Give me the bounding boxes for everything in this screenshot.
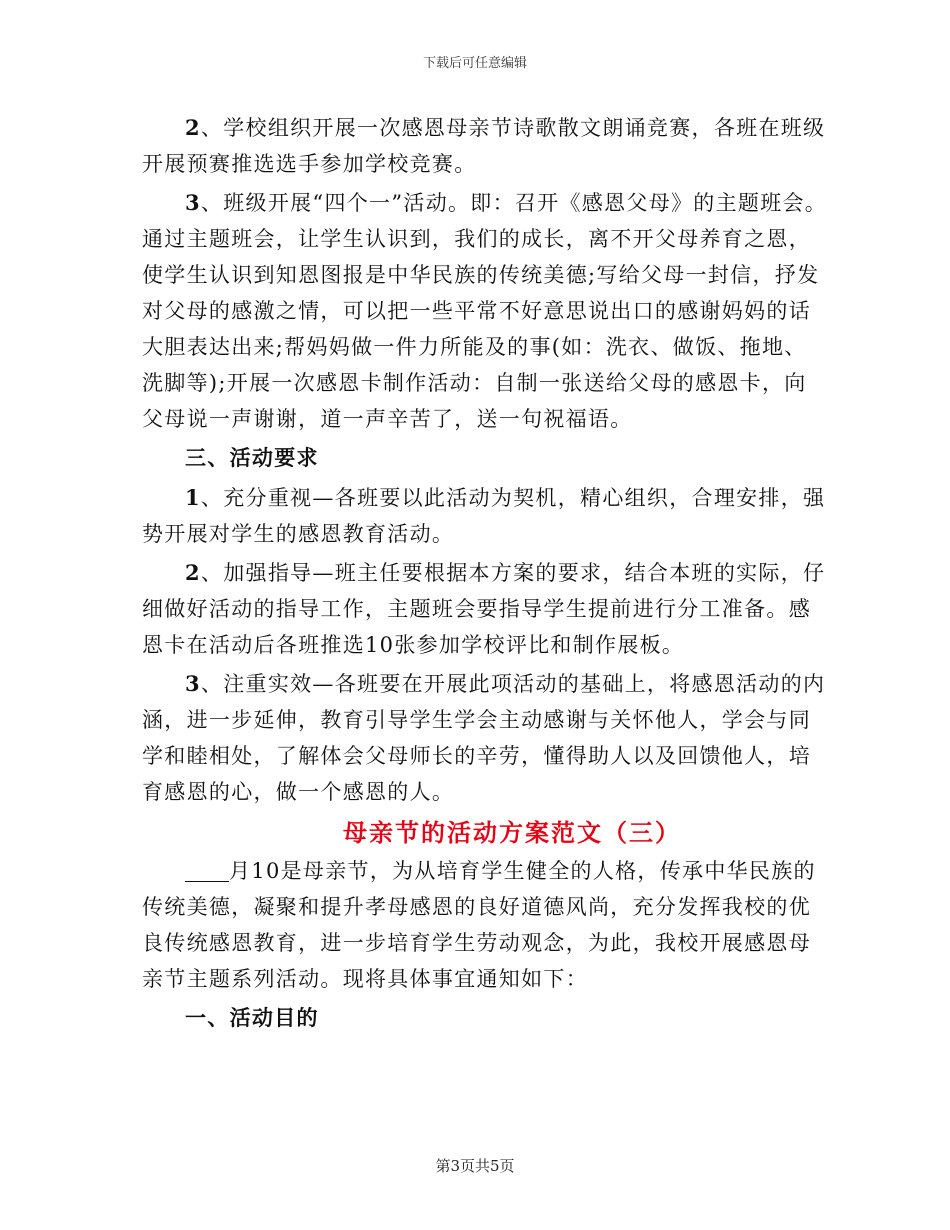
- page-footer: 第3页共5页: [435, 1157, 515, 1175]
- paragraph: [142, 555, 842, 663]
- item-number: 2: [185, 115, 201, 140]
- document-body: [142, 110, 842, 1040]
- blank-underline: [185, 859, 229, 882]
- text-line: 细做好活动的指导工作，主题班会要指导学生提前进行分工准备。感: [142, 597, 811, 621]
- item-number: 2: [185, 560, 201, 585]
- item-number: 1: [185, 485, 201, 510]
- text-line: 传统美德，凝聚和提升孝母感恩的良好道德风尚，充分发挥我校的优: [142, 895, 811, 919]
- item-number: 3: [185, 671, 201, 696]
- text-line: 大胆表达出来;帮妈妈做一件力所能及的事(如：洗衣、做饭、拖地、: [142, 335, 807, 359]
- page-header: 下载后可任意编辑: [422, 56, 527, 71]
- text-line: 势开展对学生的感恩教育活动。: [142, 522, 455, 546]
- text-line: 父母说一声谢谢，道一声辛苦了，送一句祝福语。: [142, 407, 633, 431]
- text-line: 通过主题班会，让学生认识到，我们的成长，离不开父母养育之恩，: [142, 227, 811, 251]
- text-line: 2、学校组织开展一次感恩母亲节诗歌散文朗诵竞赛，各班在班级: [185, 115, 826, 140]
- paragraph: [142, 853, 842, 997]
- section-heading: 三、活动要求: [185, 445, 319, 470]
- section-title: 母亲节的活动方案范文（三）: [343, 818, 681, 847]
- text-line: 3、注重实效—各班要在开展此项活动的基础上，将感恩活动的内: [185, 671, 826, 696]
- paragraph: [142, 110, 842, 182]
- text-line: 学和睦相处，了解体会父母师长的辛劳，懂得助人以及回馈他人，培: [142, 744, 811, 768]
- text-line: 对父母的感激之情，可以把一些平常不好意思说出口的感谢妈妈的话: [142, 299, 811, 323]
- item-number: 3: [185, 190, 201, 215]
- text-line: 1、充分重视—各班要以此活动为契机，精心组织，合理安排，强: [185, 485, 826, 510]
- text-line: 涵，进一步延伸，教育引导学生学会主动感谢与关怀他人，学会与同: [142, 708, 811, 732]
- section-heading: 一、活动目的: [185, 1005, 319, 1030]
- paragraph: [142, 480, 842, 552]
- text-line: 亲节主题系列活动。现将具体事宜通知如下：: [142, 967, 588, 991]
- paragraph: [142, 185, 842, 437]
- text-line: 2、加强指导—班主任要根据本方案的要求，结合本班的实际，仔: [185, 560, 826, 585]
- text-line: 月10是母亲节，为从培育学生健全的人格，传承中华民族的: [142, 853, 842, 889]
- text-line: 良传统感恩教育，进一步培育学生劳动观念，为此，我校开展感恩母: [142, 931, 811, 955]
- text-line: 开展预赛推选选手参加学校竞赛。: [142, 152, 477, 176]
- paragraph: [142, 666, 842, 810]
- text-line: 使学生认识到知恩图报是中华民族的传统美德;写给父母一封信，抒发: [142, 263, 820, 287]
- text-line: 育感恩的心，做一个感恩的人。: [142, 780, 455, 804]
- text-line: 洗脚等);开展一次感恩卡制作活动：自制一张送给父母的感恩卡，向: [142, 371, 807, 395]
- text-line: 3、班级开展“四个一”活动。即：召开《感恩父母》的主题班会。: [185, 190, 828, 215]
- text-line: 恩卡在活动后各班推选10张参加学校评比和制作展板。: [142, 633, 685, 657]
